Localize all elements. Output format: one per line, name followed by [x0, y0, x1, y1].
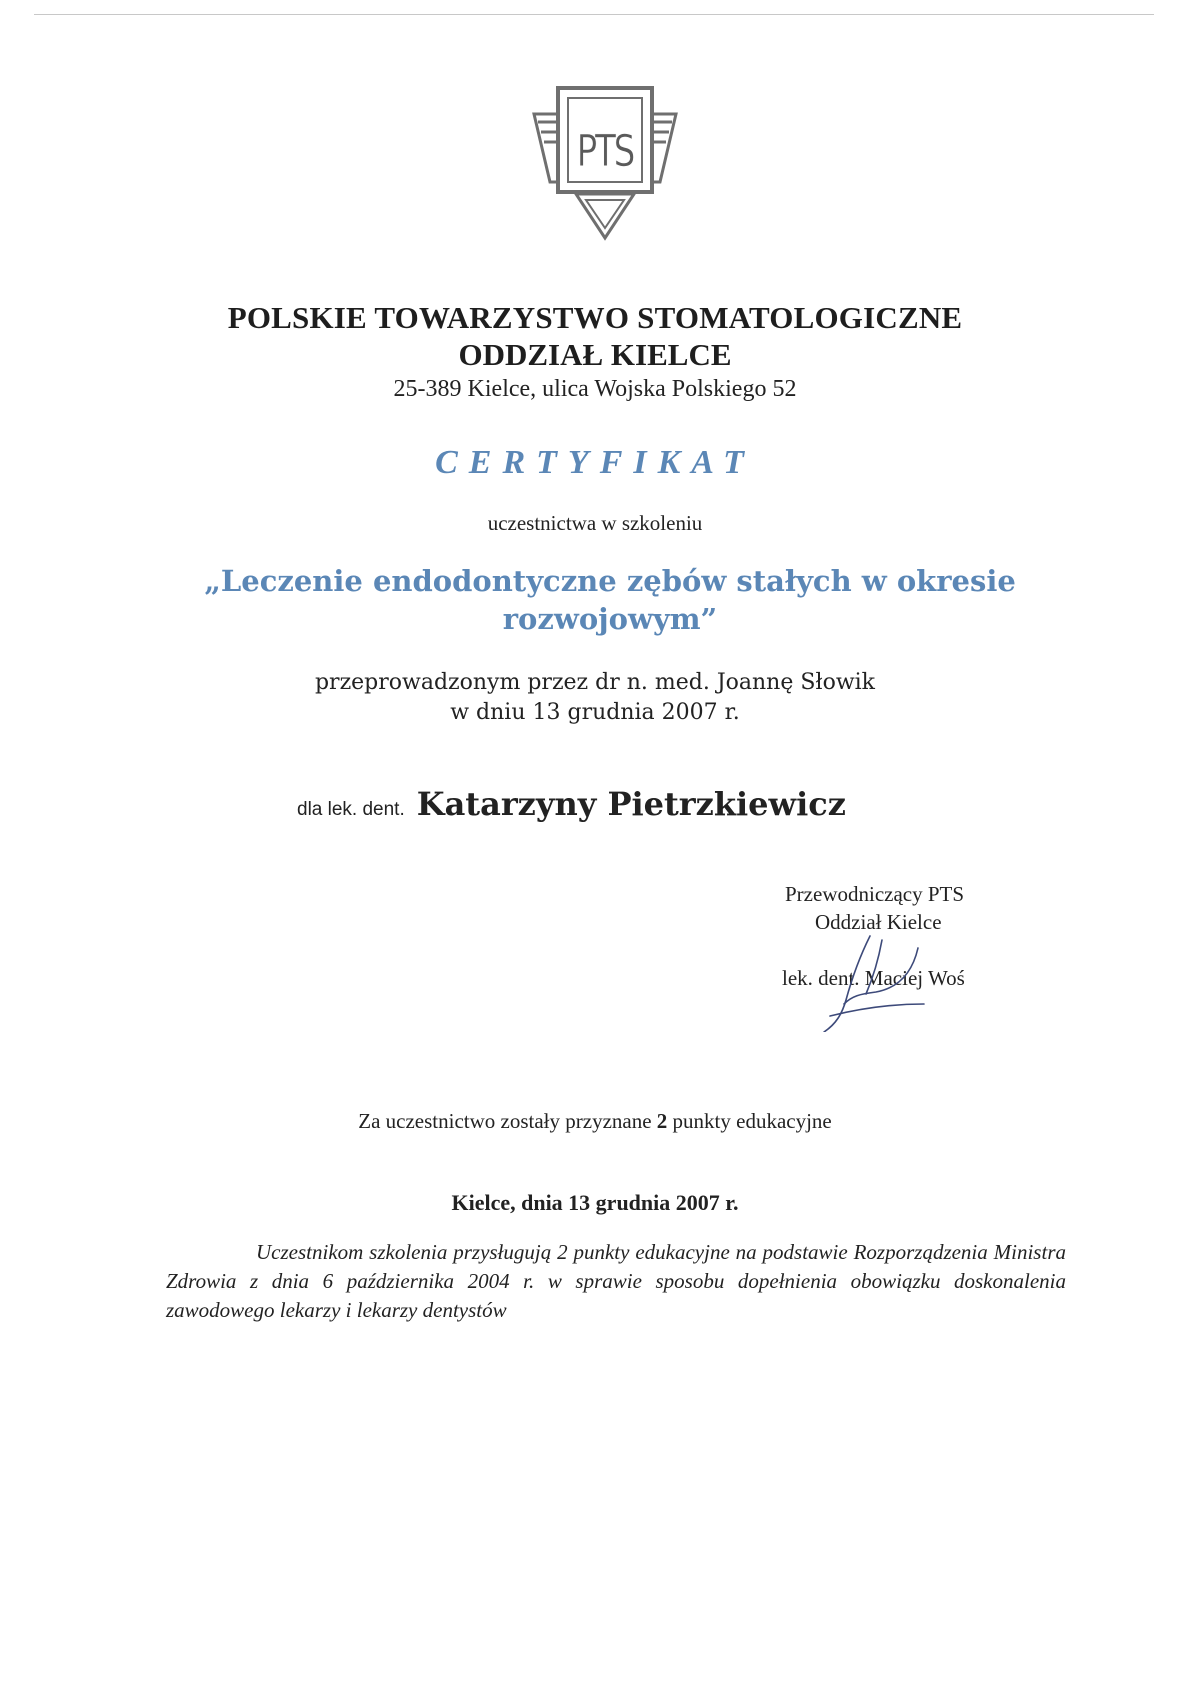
- points-count: 2: [656, 1109, 668, 1133]
- conducted-by: [0, 668, 1190, 728]
- recipient-prefix: dla lek. dent.: [297, 799, 405, 820]
- organization-address: 25-389 Kielce, ulica Wojska Polskiego 52: [393, 376, 797, 402]
- legal-note: Uczestnikom szkolenia przysługują 2 punkty edukacyjne na podstawie Rozporządzenia Ministra Zdrowia z dnia 6 października 2004 r. w sprawie sposobu dopełnienia obowiązku doskonalenia zawodowego lekarzy i lekarzy dentystów: [166, 1240, 1066, 1322]
- organization-branch: ODDZIAŁ KIELCE: [458, 337, 732, 372]
- top-rule: [34, 14, 1154, 15]
- certificate-subtitle: uczestnictwa w szkoleniu: [487, 511, 703, 535]
- signature-chair-title: Przewodniczący PTS: [785, 882, 965, 906]
- recipient: [297, 785, 846, 823]
- organization-name: POLSKIE TOWARZYSTWO STOMATOLOGICZNE: [227, 300, 963, 335]
- course-title-line-1: „Leczenie endodontyczne zębów stałych w okresie: [204, 564, 1016, 598]
- course-title-line-2: rozwojowym”: [502, 602, 718, 636]
- points-text-after: punkty edukacyjne: [667, 1109, 832, 1133]
- conducted-by-line-1: przeprowadzonym przez dr n. med. Joannę Słowik: [314, 670, 876, 695]
- logo-text: PTS: [576, 125, 634, 178]
- pts-logo-icon: [530, 86, 680, 256]
- handwritten-signature-icon: [800, 922, 930, 1032]
- signature-branch: Oddział Kielce: [815, 910, 942, 934]
- conducted-by-line-2: w dniu 13 grudnia 2007 r.: [450, 700, 740, 725]
- certificate-title: CERTYFIKAT: [435, 444, 755, 481]
- education-points-line: [0, 1109, 1190, 1134]
- course-title: [160, 562, 1060, 638]
- points-text-before: Za uczestnictwo zostały przyznane: [358, 1109, 657, 1133]
- issue-date: Kielce, dnia 13 grudnia 2007 r.: [451, 1190, 739, 1215]
- recipient-name: Katarzyny Pietrzkiewicz: [416, 785, 846, 823]
- signature-name: lek. dent. Maciej Woś: [782, 966, 965, 990]
